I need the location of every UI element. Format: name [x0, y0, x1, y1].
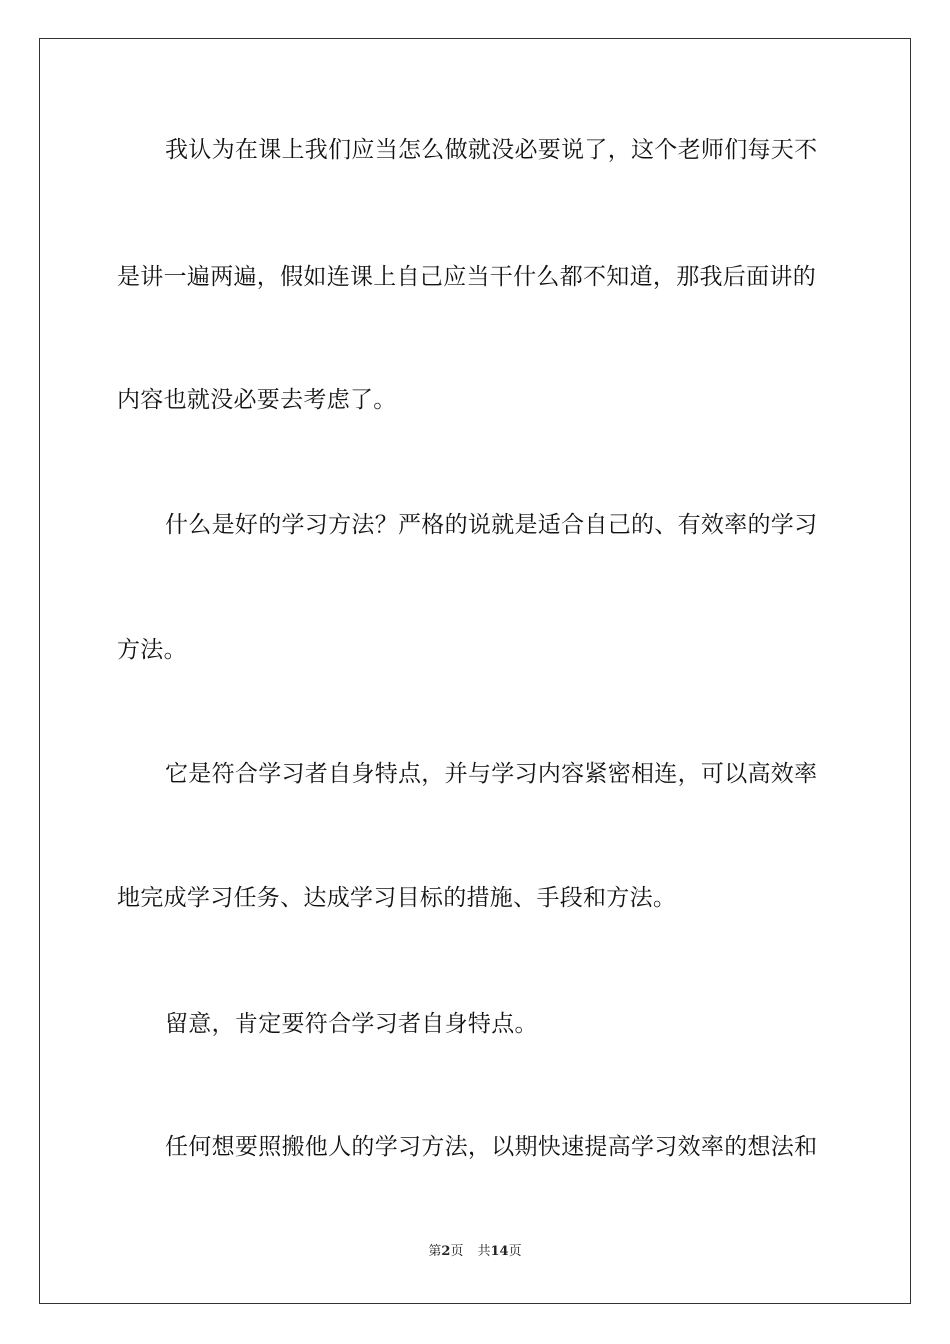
paragraph-2-line-2: 方法。 — [117, 637, 187, 663]
paragraph-4-line-1: 留意，肯定要符合学习者自身特点。 — [165, 1011, 538, 1037]
paragraph-1-line-2: 是讲一遍两遍，假如连课上自己应当干什么都不知道，那我后面讲的 — [117, 264, 816, 290]
total-pages: 14 — [490, 1244, 509, 1259]
paragraph-1-line-3: 内容也就没必要去考虑了。 — [117, 387, 397, 413]
page-label-suffix: 页 — [450, 1244, 464, 1259]
page-label-prefix: 第 — [428, 1244, 442, 1259]
page-number: 2 — [441, 1244, 451, 1259]
page-frame — [39, 38, 911, 1304]
paragraph-3-line-2: 地完成学习任务、达成学习目标的措施、手段和方法。 — [117, 885, 677, 911]
page-footer — [0, 1243, 950, 1261]
paragraph-5-line-1: 任何想要照搬他人的学习方法，以期快速提高学习效率的想法和 — [165, 1134, 818, 1160]
total-label-suffix: 页 — [508, 1244, 522, 1259]
paragraph-1-line-1: 我认为在课上我们应当怎么做就没必要说了，这个老师们每天不 — [165, 137, 818, 163]
paragraph-2-line-1: 什么是好的学习方法？严格的说就是适合自己的、有效率的学习 — [165, 512, 818, 538]
total-label-prefix: 共 — [477, 1244, 491, 1259]
paragraph-3-line-1: 它是符合学习者自身特点，并与学习内容紧密相连，可以高效率 — [165, 761, 818, 787]
